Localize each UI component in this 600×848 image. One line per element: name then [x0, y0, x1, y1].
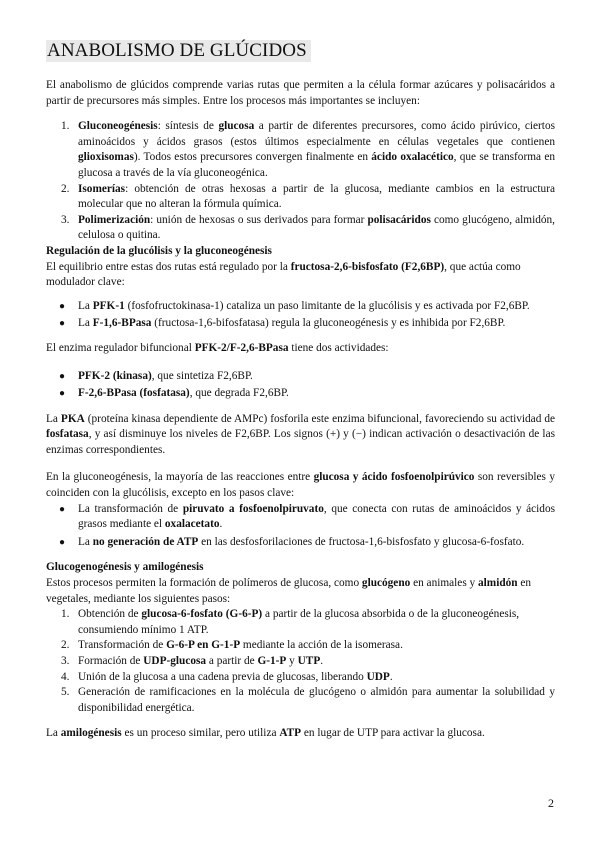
- text-run: , que se transforma en glucosa a través de la vía gluconeogénica.: [78, 151, 555, 179]
- text-run: El equilibrio entre estas dos rutas está regulado por la: [46, 260, 291, 273]
- list-item: [46, 670, 555, 686]
- list-item: [46, 299, 555, 315]
- regulation-paragraph-2: [46, 341, 555, 357]
- bullet-icon: ●: [59, 388, 66, 400]
- bold-term: piruvato a fosfoenolpiruvato: [182, 502, 324, 515]
- list-number: 1.: [61, 120, 70, 133]
- text-run: Obtención de: [78, 608, 142, 621]
- bold-term: PKA: [60, 412, 85, 425]
- text-run: tiene dos actividades:: [288, 341, 389, 354]
- text-run: Unión de la glucosa a una cadena previa de glucosas, liberando: [78, 670, 367, 683]
- bold-term: ácido oxalacético: [371, 151, 454, 164]
- text-run: (fosfofructokinasa-1) cataliza un paso limitante de la glucólisis y es activada por F2,6BP.: [124, 299, 530, 312]
- list-item: [46, 685, 555, 716]
- text-run: Transformación de: [78, 639, 167, 652]
- bold-term: G-1-P: [257, 655, 287, 667]
- bold-term: PFK-2 (kinasa): [78, 369, 152, 382]
- section-heading-glycogenesis: Glucogenogénesis y amilogénesis: [46, 561, 204, 574]
- text-run: en lugar de UTP para activar la glucosa.: [301, 727, 485, 740]
- list-item-text: [78, 654, 555, 670]
- text-run: mediante la acción de la isomerasa.: [240, 639, 403, 652]
- text-run: en animales y: [410, 577, 479, 590]
- list-item: [46, 502, 555, 533]
- bold-term: glucosa: [218, 120, 255, 133]
- bold-term: Gluconeogénesis: [78, 120, 158, 133]
- text-run: La transformación de: [78, 502, 183, 515]
- bold-term: G-6-P en G-1-P: [166, 639, 241, 652]
- bold-term: UDP: [366, 670, 390, 683]
- text-run: La: [78, 535, 93, 548]
- text-run: en las desfosforilaciones de fructosa-1,6-bisfosfato y glucosa-6-fosfato.: [198, 535, 525, 548]
- text-run: : obtención de otras hexosas a partir de la glucosa, mediante cambios en la estructura molecular que no alteran la fórmula química.: [78, 182, 555, 211]
- list-item-text: [78, 213, 555, 244]
- list-number: 3.: [61, 655, 70, 667]
- bold-term: PFK-1: [92, 299, 125, 312]
- text-run: a partir de diferentes precursores, como ácido pirúvico, ciertos aminoácidos y ácidos grasos (estos últimos especialmente en células vegetales que contienen: [78, 120, 555, 148]
- section-heading-regulation: Regulación de la glucólisis y la gluconeogénesis: [46, 244, 272, 257]
- bold-term: glucógeno: [361, 577, 411, 590]
- list-item-text: [78, 316, 555, 332]
- bold-term: amilogénesis: [60, 727, 122, 740]
- closing-paragraph: [46, 726, 555, 742]
- document-page: [46, 40, 555, 742]
- text-run: (fructosa-1,6-bifosfatasa) regula la gluconeogénesis y es inhibida por F2,6BP.: [151, 317, 506, 330]
- text-run: en vegetales, mediante los siguientes pasos:: [46, 577, 532, 605]
- bold-term: polisacáridos: [367, 213, 431, 226]
- bold-term: almidón: [478, 577, 518, 590]
- list-item-text: [78, 535, 555, 551]
- bold-term: UTP: [297, 655, 321, 667]
- text-run: La: [78, 317, 93, 330]
- list-item: [46, 638, 555, 654]
- list-item-text: [78, 502, 555, 533]
- bold-term: F-1,6-BPasa: [92, 317, 152, 330]
- page-number: 2: [548, 796, 554, 810]
- bold-term: glioxisomas: [78, 151, 134, 164]
- bold-term: UDP-glucosa: [143, 655, 207, 667]
- text-run: , que degrada F2,6BP.: [189, 387, 289, 400]
- regulation-bullets-3: [46, 502, 555, 551]
- text-run: El enzima regulador bifuncional: [46, 341, 195, 354]
- text-run: son reversibles y coinciden con la glucólisis, excepto en los pasos clave:: [46, 471, 555, 500]
- list-item-text: [78, 638, 555, 654]
- list-item-text: [78, 685, 555, 716]
- list-item-text: [78, 670, 555, 686]
- text-run: : unión de hexosas o sus derivados para formar: [150, 213, 368, 226]
- list-item: [46, 369, 555, 385]
- text-run: a partir de: [206, 655, 258, 667]
- text-run: La: [78, 299, 93, 312]
- list-item: [46, 182, 555, 213]
- bold-term: fosfatasa: [46, 428, 89, 441]
- text-run: ). Todos estos precursores convergen finalmente en: [133, 151, 372, 164]
- bold-term: fructosa-2,6-bisfosfato (F2,6BP): [290, 260, 445, 273]
- text-run: como glucógeno, almidón, celulosa o quitina.: [78, 213, 555, 242]
- bold-term: oxalacetato: [164, 518, 220, 531]
- text-run: En la gluconeogénesis, la mayoría de las reacciones entre: [46, 471, 314, 484]
- text-run: .: [320, 655, 324, 667]
- text-run: Estos procesos permiten la formación de polímeros de glucosa, como: [46, 577, 362, 590]
- page-title: ANABOLISMO DE GLÚCIDOS: [46, 40, 311, 62]
- regulation-bullets-2: [46, 369, 555, 402]
- text-run: , que sintetiza F2,6BP.: [151, 369, 253, 382]
- text-run: Generación de ramificaciones en la molécula de glucógeno o almidón para aumentar la solubilidad y disponibilidad energética.: [78, 686, 555, 714]
- bold-term: Polimerización: [78, 213, 151, 226]
- list-item: [46, 607, 555, 638]
- bold-term: Isomerías: [78, 182, 126, 195]
- bullet-icon: ●: [59, 536, 66, 548]
- list-item: [46, 213, 555, 244]
- text-run: a partir de la glucosa absorbida o de la gluconeogénesis, consumiendo mínimo 1 ATP.: [78, 608, 520, 636]
- text-run: Formación de: [78, 655, 144, 667]
- text-run: .: [219, 518, 223, 531]
- bold-term: F-2,6-BPasa (fosfatasa): [78, 387, 190, 400]
- bullet-icon: ●: [59, 318, 66, 330]
- text-run: : síntesis de: [157, 120, 219, 133]
- list-number: 4.: [61, 670, 70, 683]
- bold-term: PFK-2/F-2,6-BPasa: [194, 341, 289, 354]
- list-item-text: [78, 182, 555, 213]
- list-item: [46, 119, 555, 181]
- bullet-icon: ●: [59, 370, 66, 382]
- bold-term: glucosa-6-fosfato (G-6-P): [141, 608, 263, 621]
- bold-term: glucosa y ácido fosfoenolpirúvico: [313, 471, 475, 484]
- regulation-paragraph-3: [46, 412, 555, 459]
- bold-term: no generación de ATP: [92, 535, 199, 548]
- list-item-text: [78, 607, 555, 638]
- bold-term: ATP: [279, 727, 302, 740]
- regulation-paragraph-1: [46, 260, 555, 291]
- text-run: (proteína kinasa dependiente de AMPc) fosforila este enzima bifuncional, favoreciendo su actividad de: [84, 412, 555, 425]
- text-run: , que actúa como modulador clave:: [46, 260, 521, 289]
- list-number: 2.: [61, 182, 70, 195]
- glycogenesis-paragraph: [46, 576, 555, 607]
- list-number: 5.: [61, 686, 70, 699]
- text-run: La: [46, 412, 61, 425]
- bullet-icon: ●: [59, 300, 66, 312]
- text-run: es un proceso similar, pero utiliza: [121, 727, 280, 740]
- text-run: , y así disminuye los niveles de F2,6BP. Los signos (+) y (−) indican activación o desactivación de las enzimas correspondientes.: [46, 428, 555, 456]
- text-run: .: [389, 670, 393, 683]
- list-item-text: [78, 119, 555, 181]
- list-item: [46, 316, 555, 332]
- list-item-text: [78, 299, 555, 315]
- text-run: La: [46, 727, 61, 740]
- text-run: y: [286, 655, 298, 667]
- list-item: [46, 386, 555, 402]
- list-number: 1.: [61, 608, 70, 621]
- list-item: [46, 535, 555, 551]
- list-item-text: [78, 386, 555, 402]
- bullet-icon: ●: [59, 503, 66, 515]
- glycogenesis-steps: [46, 607, 555, 716]
- list-item-text: [78, 369, 555, 385]
- text-run: , que conecta con rutas de aminoácidos y ácidos grasos mediante el: [78, 502, 555, 531]
- process-list: [46, 119, 555, 244]
- list-number: 2.: [61, 639, 70, 652]
- intro-paragraph: El anabolismo de glúcidos comprende varias rutas que permiten a la célula formar azúcares y polisacáridos a partir de precursores más simples. Entre los procesos más importantes se incluyen:: [46, 79, 555, 107]
- regulation-bullets-1: [46, 299, 555, 332]
- regulation-paragraph-4: [46, 470, 555, 501]
- list-item: [46, 654, 555, 670]
- list-number: 3.: [61, 213, 70, 226]
